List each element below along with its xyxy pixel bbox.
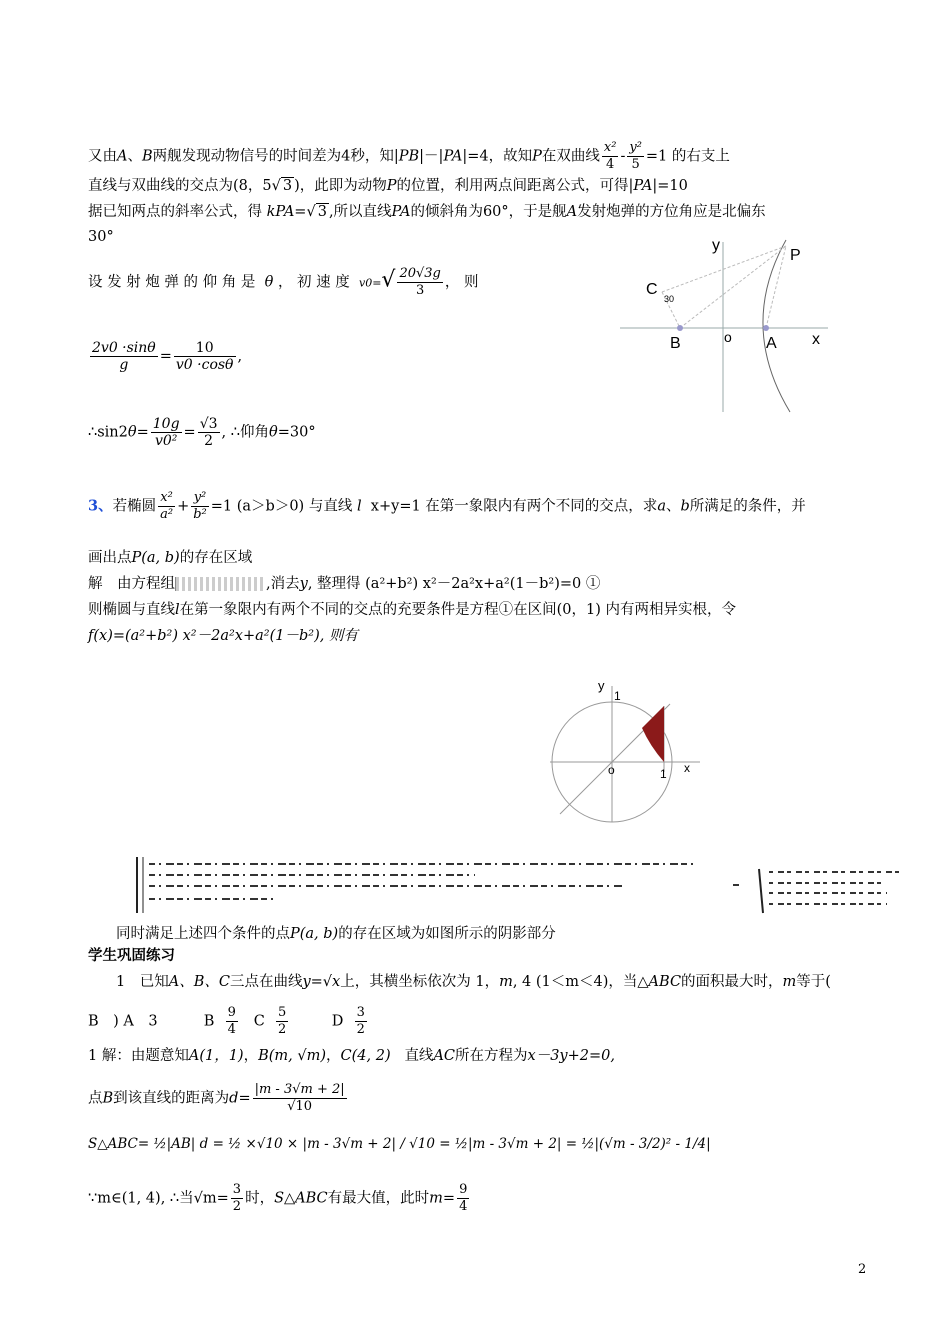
fraction: $\frac{10g}{\text{v0²}}$ [152, 416, 180, 449]
shaded-region [642, 706, 664, 762]
fraction: $\frac{3}{2}$ [356, 1005, 365, 1037]
region-figure [540, 676, 720, 826]
text: - [620, 148, 626, 165]
fraction: $\frac{5}{2}$ [278, 1005, 287, 1037]
page-number: 2 [858, 1262, 867, 1277]
fraction: $\frac{9}{4}$ [459, 1182, 468, 1214]
text-line-hyperbola [88, 140, 730, 173]
q3-line-3: 解 由方程组 ,消去y, 整理得 (a²+b²) x²－2a²x+a²(1－b²)=0 ① [88, 576, 601, 592]
fraction: $\frac{|m - 3√m + 2|}{√10}$ [254, 1082, 345, 1114]
equation-angle: ∴sin2θ= $\frac{10g}{\text{v0²}}$ = $\frac{√3}{2}$ , ∴仰角θ=30° [88, 416, 316, 449]
line-ap [766, 246, 786, 328]
solution-area-formula: S△ABC= ½|AB| d = ½ ×√10 × |m - 3√m + 2| / √10 = ½|m - 3√m + 2| = ½|(√m - 3/2)² - 1/4| [88, 1136, 711, 1152]
label-y: y [598, 678, 605, 693]
q3-line-2: 画出点P(a, b)的存在区域 [88, 550, 253, 566]
fraction: $\frac{10}{v0 \cdot\cos\theta}$ [175, 340, 234, 373]
fraction: $\frac{9}{4}$ [227, 1005, 236, 1037]
fraction: $\frac{20√3g}{3}$ [399, 266, 441, 298]
line-bp [680, 246, 786, 328]
blurred-system [175, 577, 266, 591]
exercise-1: 1 已知A、B、C三点在曲线y=√x上，其横坐标依次为 1，m, 4 (1＜m＜4)，当△ABC的面积最大时，m等于( [116, 974, 831, 990]
label-one-x: 1 [660, 767, 667, 781]
point-b [677, 325, 683, 331]
var-p: P [532, 148, 542, 165]
point-a [763, 325, 769, 331]
fraction: $\frac{\text{x²}}{\text{a²}}$ [160, 490, 174, 522]
equation-trajectory: $\frac{2v0 \cdot\sin\theta}{g}$ = $\frac{10}{v0 \cdot\cos\theta}$ , [92, 340, 243, 373]
text-line-intersection: 直线与双曲线的交点为(8，5√ 3 )，此即为动物P的位置，利用两点间距离公式，可得|PA|=10 [88, 178, 688, 194]
q3-line-4: 则椭圆与直线l在第一象限内有两个不同的交点的充要条件是方程①在区间(0，1) 内有两相异实根，令 [88, 602, 737, 618]
label-o: o [724, 329, 732, 345]
var-pa: PA [443, 148, 463, 165]
var-b: B [141, 148, 153, 165]
solution-line-4: ∵m∈(1, 4), ∴当√m= $\frac{3}{2}$ 时，S△ABC有最大值，此时m= $\frac{9}{4}$ [88, 1182, 468, 1214]
var-a: A [117, 148, 128, 165]
fraction: $\frac{√3}{2}$ [199, 416, 218, 449]
label-a: A [766, 335, 777, 352]
text-line-angle: 30° [88, 229, 114, 245]
label-one-y: 1 [614, 689, 621, 703]
fraction: $\frac{\text{y²}}{\text{b²}}$ [193, 490, 207, 522]
text: 又由 [88, 148, 117, 165]
hyperbola-figure [618, 236, 838, 416]
label-y: y [712, 237, 720, 254]
label-b: B [670, 335, 681, 352]
q3-line-5: f(x)=(a²+b²) x²－2a²x+a²(1－b²), 则有 [88, 628, 358, 644]
text-line-slope: 据已知两点的斜率公式，得 kPA=√ 3 ,所以直线PA的倾斜角为60°，于是舰A发射炮弹的方位角应是北偏东 [88, 204, 766, 220]
text: 两舰发现动物信号的时间差为4秒，知| [152, 148, 399, 165]
section-title: 学生巩固练习 [88, 948, 175, 964]
solution-line-1: 1 解：由题意知A(1，1)，B(m, √m)，C(4, 2) 直线AC所在方程为x－3y+2=0, [88, 1048, 615, 1064]
text-line-elevation: 设 发 射 炮 弹 的 仰 角 是 θ ， 初 速 度 v0=√ $\frac{20√3g}{3}$ ， 则 [88, 266, 479, 298]
fraction: $\frac{3}{2}$ [232, 1182, 242, 1214]
solution-line-2: 点B到该直线的距离为d= $\frac{|m - 3√m + 2|}{√10}$ [88, 1082, 345, 1114]
fraction: $\frac{\text{x²}}{4}$ [603, 140, 617, 172]
text: 在双曲线 [541, 148, 600, 165]
label-p: P [790, 247, 801, 264]
label-o: o [608, 763, 615, 777]
text: |=4，故知 [462, 148, 533, 165]
question-3: 3、若椭圆 $\frac{\text{x²}}{\text{a²}}$ + $\frac{\text{y²}}{\text{b²}}$ =1 (a＞b＞0) 与直线 l x+y=1 在第一象限内有两个不同的交点，求a、b所满足的条件，并 [88, 490, 806, 522]
label-x: x [812, 331, 820, 348]
fraction: $\frac{2v0 \cdot\sin\theta}{g}$ [92, 340, 156, 373]
text: =1 的右支上 [645, 148, 730, 165]
var-pb: PB [398, 148, 420, 165]
exercise-1-options: B ) A 3 B $\frac{9}{4}$ C $\frac{5}{2}$ D $\frac{3}{2}$ [88, 1005, 365, 1037]
conditions-image [135, 855, 905, 915]
label-c: C [646, 281, 658, 298]
fraction: $\frac{\text{y²}}{5}$ [629, 140, 642, 172]
text: |－| [419, 148, 444, 165]
label-angle: 30 [664, 294, 675, 304]
q3-conclusion: 同时满足上述四个条件的点P(a, b)的存在区域为如图所示的阴影部分 [116, 926, 556, 942]
text: 、 [127, 148, 142, 165]
label-x: x [684, 761, 690, 775]
